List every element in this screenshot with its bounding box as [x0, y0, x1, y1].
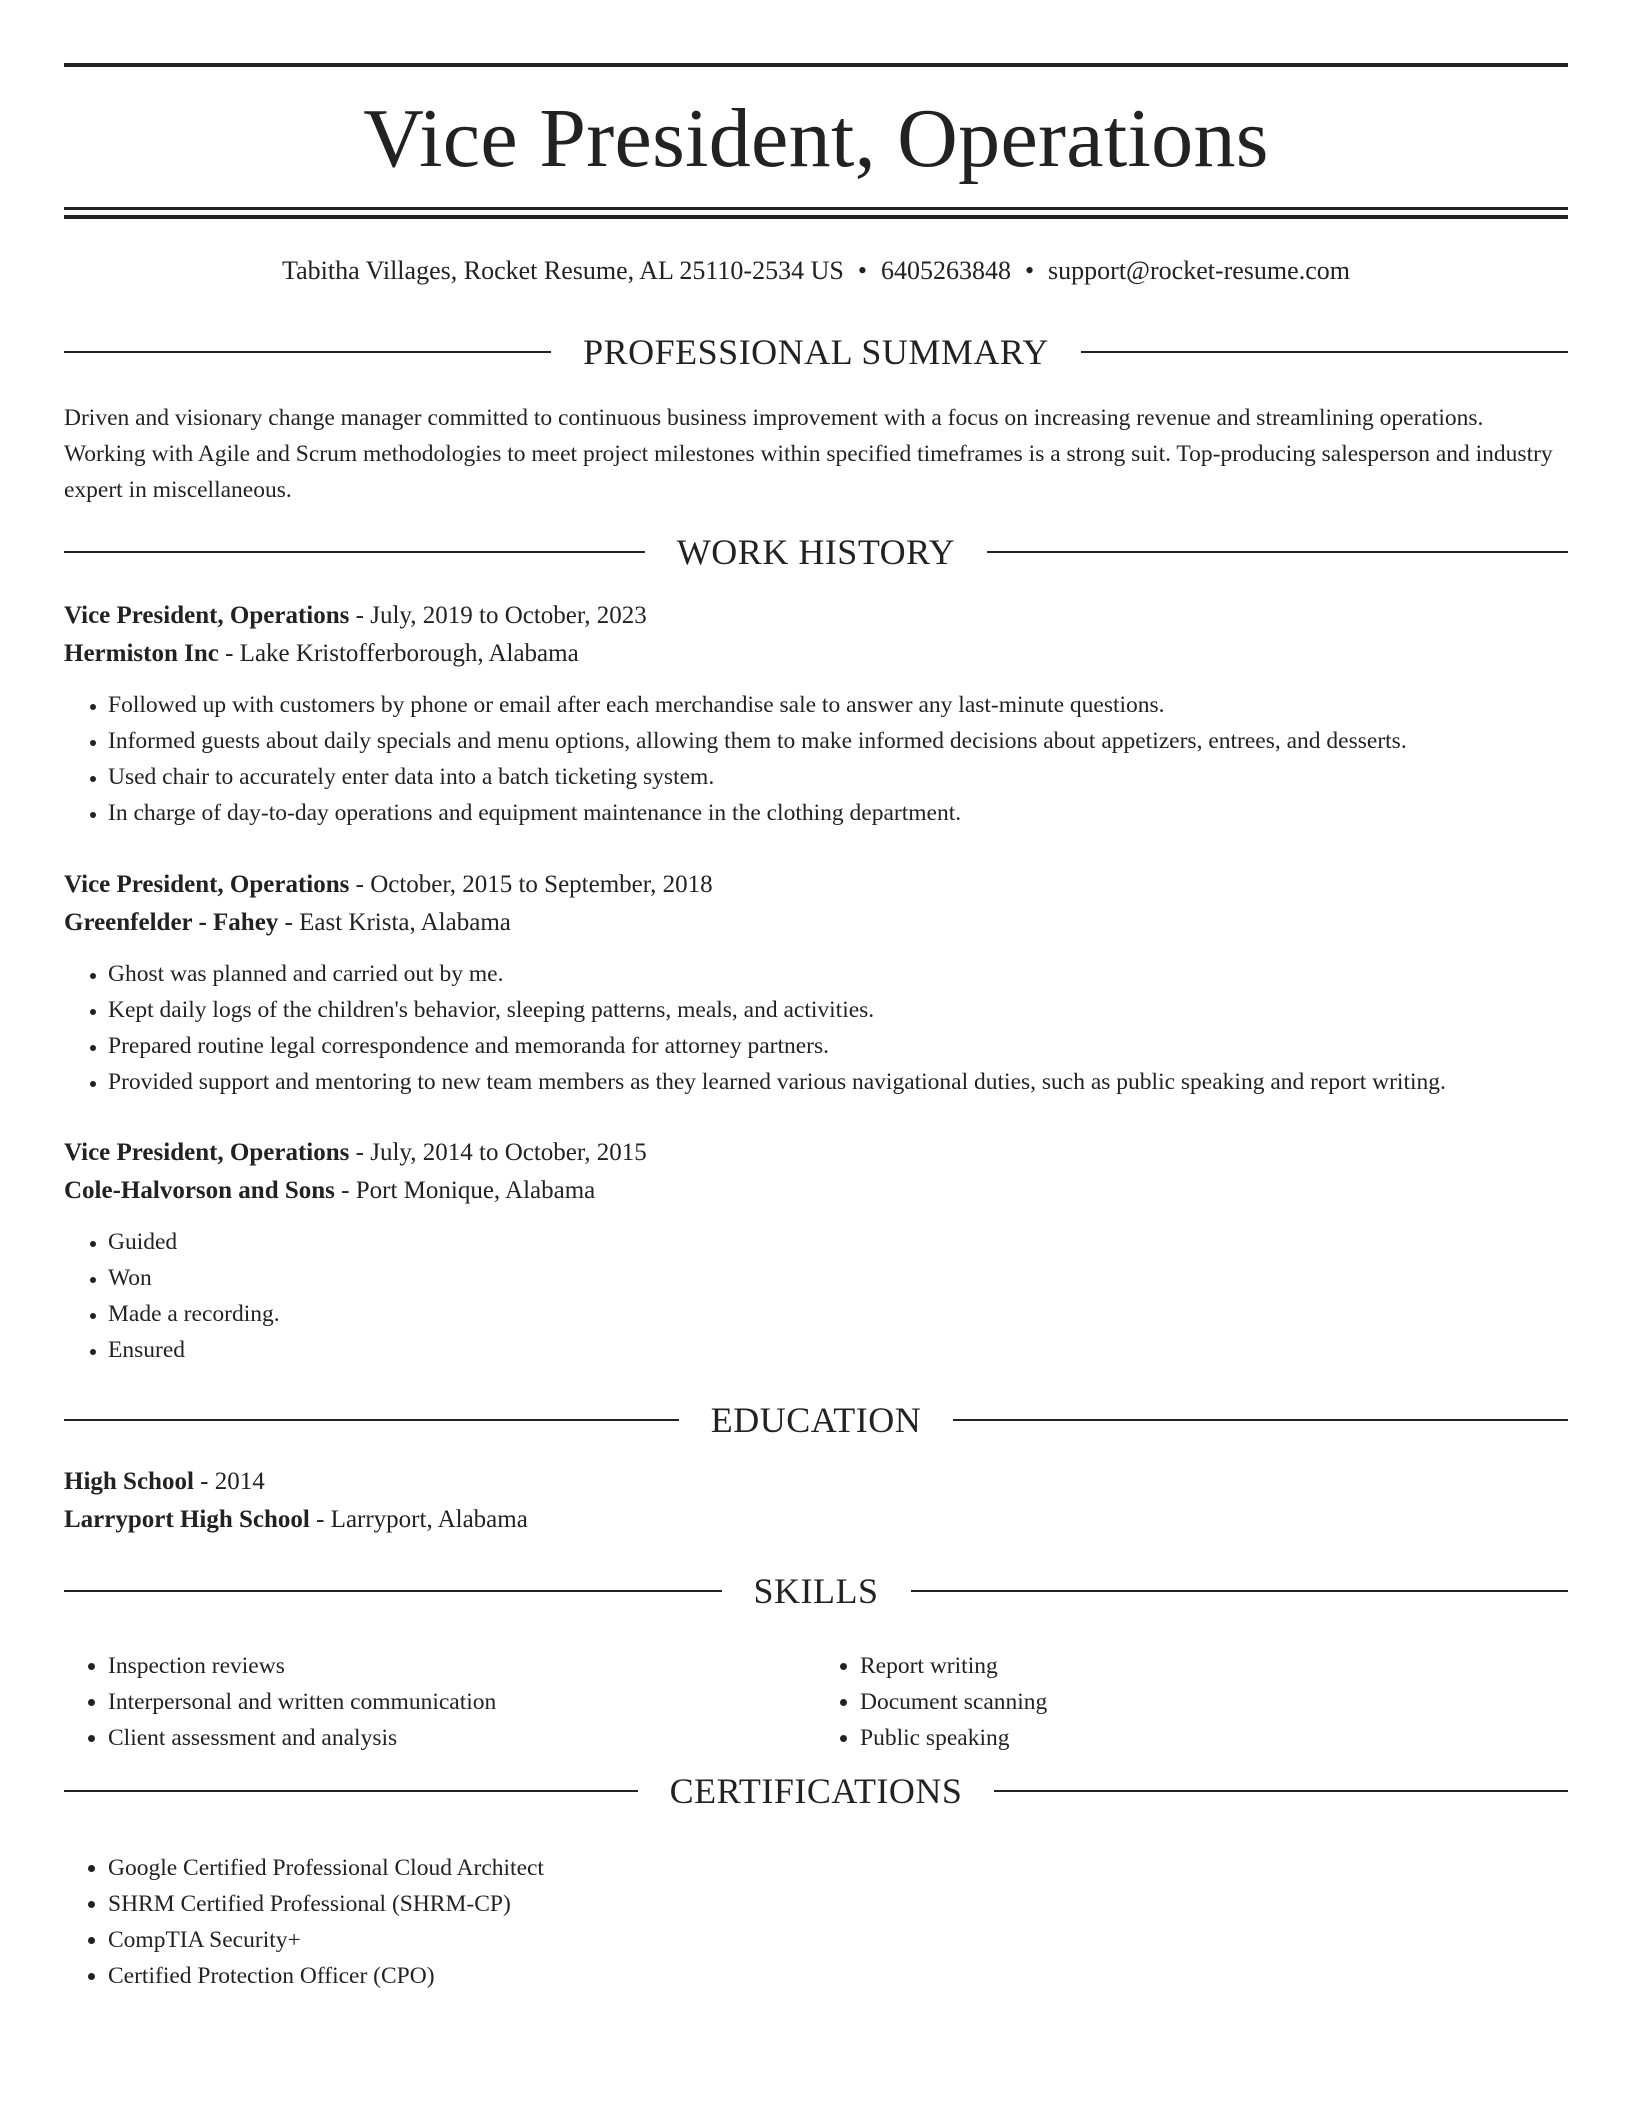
list-item: • Public speaking — [860, 1720, 1568, 1756]
top-rule — [64, 63, 1568, 67]
job-title-line — [64, 866, 1568, 904]
contact-phone: 6405263848 — [880, 256, 1011, 285]
certifications-list — [64, 1850, 1568, 1994]
list-item: • CompTIA Security+ — [108, 1922, 1568, 1958]
job-location: - Port Monique, Alabama — [334, 1177, 596, 1204]
job-company: Greenfelder - Fahey — [64, 909, 279, 936]
skills-list — [64, 1648, 1568, 1756]
education-entry — [64, 1463, 1568, 1539]
section-heading-work-history — [64, 532, 1568, 572]
job-title-line — [64, 1134, 1568, 1172]
title-block — [64, 84, 1568, 194]
job-company-line — [64, 904, 1568, 942]
list-item: • In charge of day-to-day operations and equipment maintenance in the clothing department. — [108, 795, 1568, 831]
certifications-items — [64, 1850, 1568, 1994]
title-double-rule — [64, 207, 1568, 219]
list-item: • Interpersonal and written communication — [108, 1684, 816, 1720]
list-item: • Client assessment and analysis — [108, 1720, 816, 1756]
resume-title: Vice President, Operations — [363, 92, 1269, 185]
job-dates: - July, 2014 to October, 2015 — [349, 1139, 647, 1166]
list-item: • Certified Protection Officer (CPO) — [108, 1958, 1568, 1994]
section-heading-label: SKILLS — [753, 1571, 879, 1611]
contact-separator: • — [857, 256, 867, 285]
list-item: • Followed up with customers by phone or email after each merchandise sale to answer any last-minute questions. — [108, 687, 1568, 723]
section-heading-certifications — [64, 1771, 1568, 1811]
education-location: - Larryport, Alabama — [309, 1506, 528, 1533]
list-item: • Won — [108, 1260, 1568, 1296]
skills-column-right — [816, 1648, 1568, 1756]
job-bullets — [64, 956, 1568, 1100]
job-company-line — [64, 1172, 1568, 1210]
section-heading-label: WORK HISTORY — [676, 532, 956, 572]
job-location: - Lake Kristofferborough, Alabama — [218, 640, 579, 667]
education-degree-line — [64, 1463, 1568, 1501]
skills-column-left — [64, 1648, 816, 1756]
list-item: • Guided — [108, 1224, 1568, 1260]
job-title: Vice President, Operations — [64, 602, 350, 629]
summary-text: Driven and visionary change manager committed to continuous business improvement with a focus on increasing revenue and streamlining operations. Working with Agile and Scrum methodologies to meet project milestones within specified timeframes is a strong suit. Top-producing salesperson and industry expert in miscellaneous. — [64, 405, 1553, 503]
job-location: - East Krista, Alabama — [278, 909, 511, 936]
education-school-line — [64, 1501, 1568, 1539]
list-item: • Provided support and mentoring to new team members as they learned various navigational duties, such as public speaking and report writing. — [108, 1064, 1568, 1100]
list-item: • Kept daily logs of the children's behavior, sleeping patterns, meals, and activities. — [108, 992, 1568, 1028]
section-heading-education — [64, 1400, 1568, 1440]
contact-line — [64, 254, 1568, 288]
contact-email: support@rocket-resume.com — [1048, 256, 1350, 285]
list-item: • Prepared routine legal correspondence and memoranda for attorney partners. — [108, 1028, 1568, 1064]
list-item: • SHRM Certified Professional (SHRM-CP) — [108, 1886, 1568, 1922]
education-year: - 2014 — [193, 1468, 265, 1495]
job-title: Vice President, Operations — [64, 1139, 350, 1166]
list-item: • Used chair to accurately enter data into a batch ticketing system. — [108, 759, 1568, 795]
job-entry — [64, 1134, 1568, 1368]
job-company-line — [64, 635, 1568, 673]
list-item: • Inspection reviews — [108, 1648, 816, 1684]
list-item: • Document scanning — [860, 1684, 1568, 1720]
job-dates: - October, 2015 to September, 2018 — [349, 871, 713, 898]
section-heading-summary — [64, 332, 1568, 372]
education-degree: High School — [64, 1468, 194, 1495]
job-bullets — [64, 687, 1568, 831]
job-dates: - July, 2019 to October, 2023 — [349, 602, 647, 629]
list-item: • Made a recording. — [108, 1296, 1568, 1332]
list-item: • Informed guests about daily specials and menu options, allowing them to make informed decisions about appetizers, entrees, and desserts. — [108, 723, 1568, 759]
job-title: Vice President, Operations — [64, 871, 350, 898]
job-title-line — [64, 597, 1568, 635]
list-item: • Ghost was planned and carried out by me. — [108, 956, 1568, 992]
contact-separator: • — [1024, 256, 1035, 285]
contact-address: Tabitha Villages, Rocket Resume, AL 25110-2534 US — [282, 256, 844, 285]
list-item: • Ensured — [108, 1332, 1568, 1368]
section-heading-skills — [64, 1571, 1568, 1611]
education-school: Larryport High School — [64, 1506, 310, 1533]
job-bullets — [64, 1224, 1568, 1368]
job-entry — [64, 866, 1568, 1100]
section-heading-label: CERTIFICATIONS — [669, 1771, 963, 1811]
job-entry — [64, 597, 1568, 831]
list-item: • Google Certified Professional Cloud Architect — [108, 1850, 1568, 1886]
section-heading-label: PROFESSIONAL SUMMARY — [583, 332, 1049, 372]
section-heading-label: EDUCATION — [710, 1400, 922, 1440]
job-company: Hermiston Inc — [64, 640, 219, 667]
list-item: • Report writing — [860, 1648, 1568, 1684]
job-company: Cole-Halvorson and Sons — [64, 1177, 335, 1204]
